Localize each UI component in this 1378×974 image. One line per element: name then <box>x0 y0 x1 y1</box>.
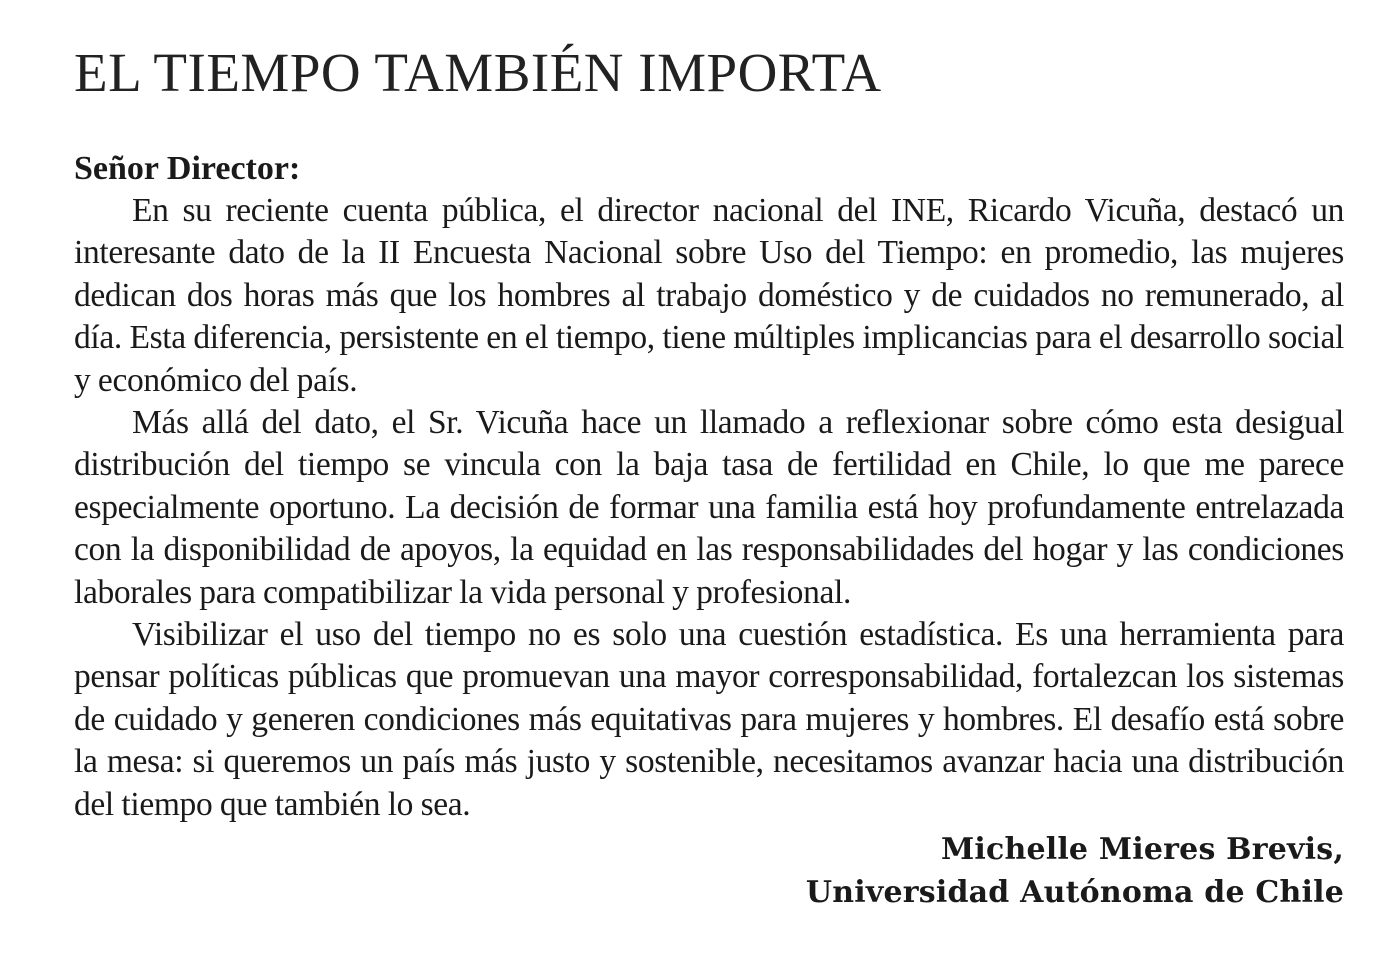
cropped-previous-text <box>806 0 862 6</box>
headline: EL TIEMPO TAMBIÉN IMPORTA <box>74 42 882 103</box>
paragraph-3: Visibilizar el uso del tiempo no es solo una cuestión estadística. Es una herramienta para pensar políticas públicas que promuevan una mayor corresponsabilidad, fortalezcan los sistemas de cuidado y generen condiciones más equitativas para mujeres y hombres. El desafío está sobre la mesa: si queremos un país más justo y sostenible, necesitamos avanzar hacia una distribución del tiempo que también lo sea. <box>74 616 1344 823</box>
author-affiliation: Universidad Autónoma de Chile <box>805 875 1344 911</box>
paragraph-2: Más allá del dato, el Sr. Vicuña hace un llamado a reflexionar sobre cómo esta desigual distribución del tiempo se vincula con la baja tasa de fertilidad en Chile, lo que me parece especialmente oportuno. La decisión de formar una familia está hoy profundamente entrelazada con la disponibilidad de apoyos, la equidad en las responsabilidades del hogar y las condiciones laborales para compatibilizar la vida personal y profesional. <box>74 404 1344 611</box>
signature-block <box>74 828 1344 914</box>
paragraph-1: En su reciente cuenta pública, el director nacional del INE, Ricardo Vicuña, destacó un interesante dato de la II Encuesta Nacional sobre Uso del Tiempo: en promedio, las mujeres dedican dos horas más que los hombres al trabajo doméstico y de cuidados no remunerado, al día. Esta diferencia, persistente en el tiempo, tiene múltiples implicancias para el desarrollo social y económico del país. <box>74 192 1344 399</box>
salutation: Señor Director: <box>74 150 301 187</box>
author-name: Michelle Mieres Brevis, <box>940 832 1344 868</box>
letter-to-editor <box>74 40 1344 914</box>
